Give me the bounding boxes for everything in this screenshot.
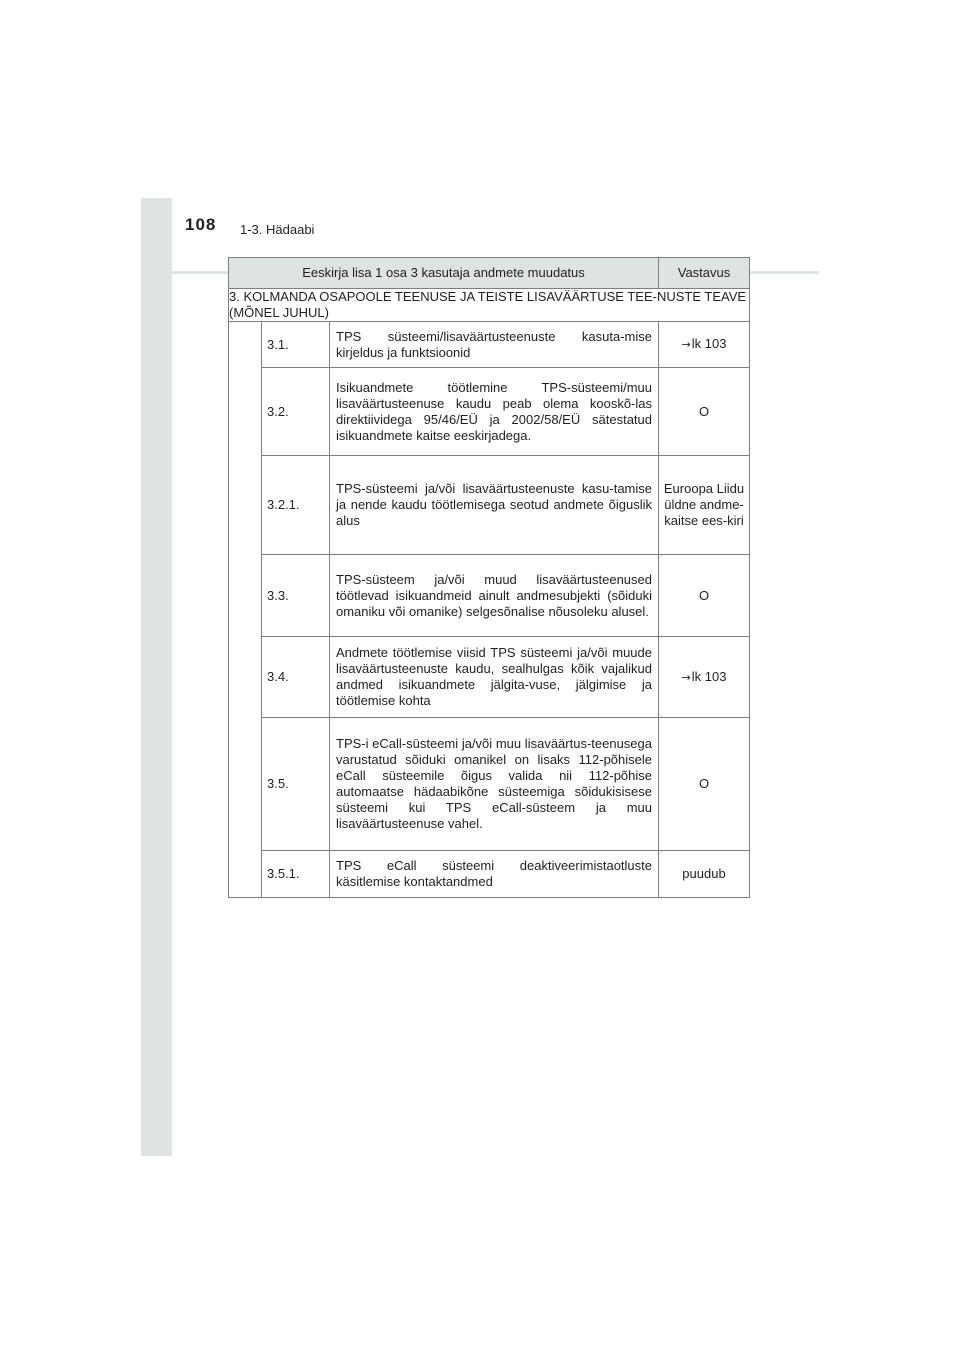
row-number: 3.5. [262, 718, 330, 851]
row-value: puudub [659, 851, 750, 898]
row-value: O [659, 718, 750, 851]
row-value: O [659, 368, 750, 456]
row-number: 3.1. [262, 322, 330, 368]
table-row [229, 456, 750, 555]
page-number: 108 [185, 215, 217, 234]
section-heading: 3. KOLMANDA OSAPOOLE TEENUSE JA TEISTE LISAVÄÄRTUSE TEE-NUSTE TEAVE (MÕNEL JUHUL) [229, 289, 750, 322]
table-row [229, 718, 750, 851]
regulation-table [228, 257, 750, 898]
row-value-text: lk 103 [691, 336, 727, 351]
row-description: TPS eCall süsteemi deaktiveerimistaotluste käsitlemise kontaktandmed [330, 851, 659, 898]
row-number: 3.4. [262, 637, 330, 718]
section-heading-row [229, 289, 750, 322]
row-description: TPS-i eCall-süsteemi ja/või muu lisaväärtus-teenusega varustatud sõiduki omanikel on lisaks 112-põhisele eCall süsteemile õigus valida nii 112-põhise automaatse hädaabikõne süsteemiga sõidukisisese süsteemi kui TPS eCall-süsteem ja muu lisaväärtusteenuse vahel. [330, 718, 659, 851]
row-number: 3.5.1. [262, 851, 330, 898]
row-description: TPS-süsteemi ja/või lisaväärtusteenuste kasu-tamise ja nende kaudu töötlemisega seotud andmete õiguslik alus [330, 456, 659, 555]
arrow-right-icon: → [681, 670, 691, 684]
row-value: Euroopa Liidu üldne andme-kaitse ees-kiri [659, 456, 750, 555]
column-header-compliance: Vastavus [659, 258, 750, 289]
table-row [229, 851, 750, 898]
row-value: O [659, 555, 750, 637]
row-description: Isikuandmete töötlemine TPS-süsteemi/muu lisaväärtusteenuse kaudu peab olema kooskõ-las direktiividega 95/46/EÜ ja 2002/58/EÜ sätestatud isikuandmete kaitse eeskirjadega. [330, 368, 659, 456]
table-row [229, 322, 750, 368]
row-description: TPS süsteemi/lisaväärtusteenuste kasuta-mise kirjeldus ja funktsioonid [330, 322, 659, 368]
column-header-regulation: Eeskirja lisa 1 osa 3 kasutaja andmete muudatus [229, 258, 659, 289]
row-value [659, 637, 750, 718]
table-row [229, 637, 750, 718]
arrow-right-icon: → [681, 338, 691, 351]
row-value-text: lk 103 [691, 668, 727, 684]
section-title: 1-3. Hädaabi [240, 222, 315, 237]
row-number: 3.3. [262, 555, 330, 637]
row-number: 3.2.1. [262, 456, 330, 555]
table-header-row [229, 258, 750, 289]
row-description: TPS-süsteem ja/või muud lisaväärtusteenused töötlevad isikuandmeid ainult andmesubjekti (sõiduki omaniku või omanike) selgesõnalise nõusoleku alusel. [330, 555, 659, 637]
row-value [659, 322, 750, 368]
table-row [229, 368, 750, 456]
table-row [229, 555, 750, 637]
row-description: Andmete töötlemise viisid TPS süsteemi ja/või muude lisaväärtusteenuste kaudu, sealhulgas kõik vajalikud andmed isikuandmete jälgita-vuse, jälgimise ja töötlemise kohta [330, 637, 659, 718]
row-number: 3.2. [262, 368, 330, 456]
indent-cell [229, 322, 262, 898]
sidebar-band [141, 198, 172, 1156]
